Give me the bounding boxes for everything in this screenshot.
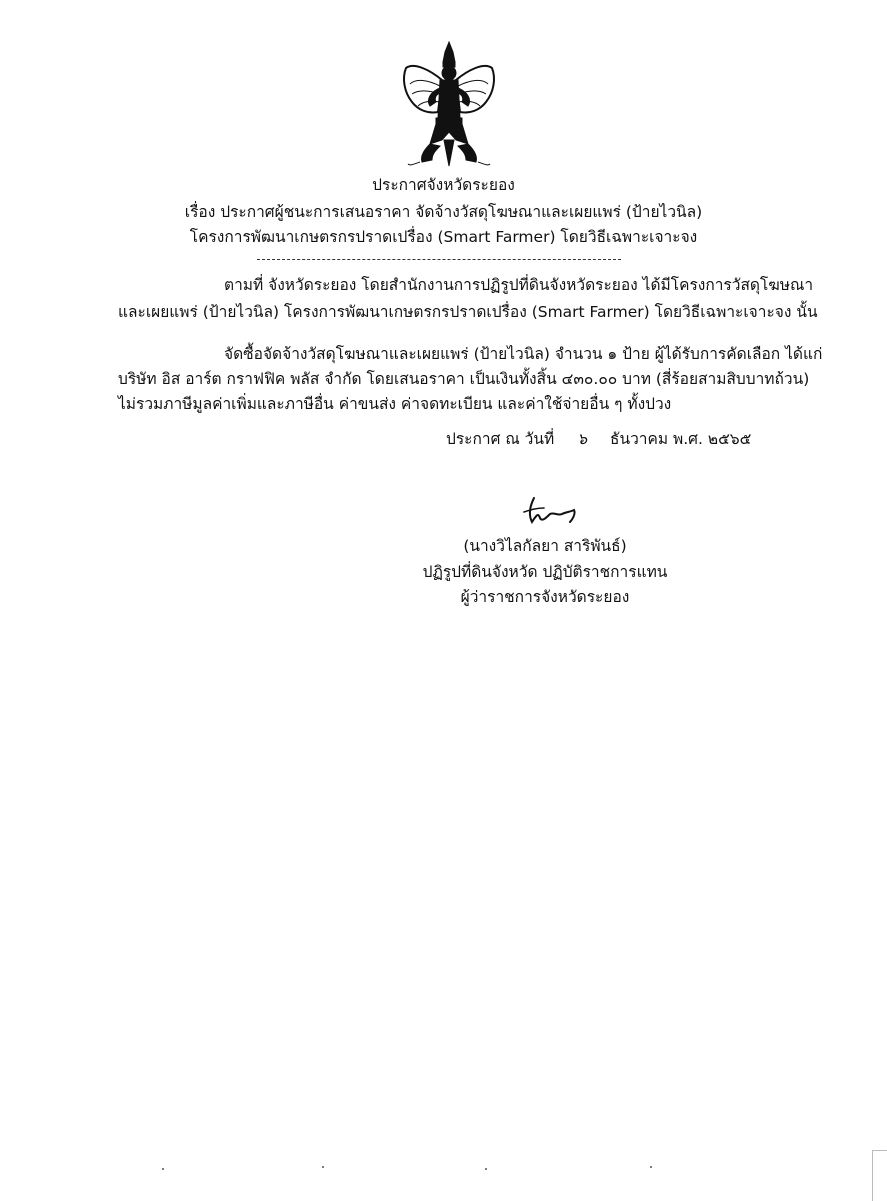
- scan-speck: [650, 1166, 652, 1168]
- scan-speck: [322, 1166, 324, 1168]
- document-title: ประกาศจังหวัดระยอง: [372, 176, 515, 194]
- document-subject: เรื่อง ประกาศผู้ชนะการเสนอราคา จัดจ้างวัสดุโฆษณาและเผยแพร่ (ป้ายไวนิล): [184, 203, 703, 221]
- date-day: ๖: [577, 430, 588, 448]
- paragraph-2-line-1: จัดซื้อจัดจ้างวัสดุโฆษณาและเผยแพร่ (ป้ายไวนิล) จำนวน ๑ ป้าย ผู้ได้รับการคัดเลือก ได้แก่: [224, 345, 823, 363]
- signer-position-1: ปฏิรูปที่ดินจังหวัด ปฏิบัติราชการแทน: [422, 563, 668, 581]
- handwritten-signature: [510, 492, 590, 532]
- scan-speck: [162, 1168, 164, 1170]
- paragraph-1-line-1: ตามที่ จังหวัดระยอง โดยสำนักงานการปฏิรูปที่ดินจังหวัดระยอง ได้มีโครงการวัสดุโฆษณา: [224, 276, 814, 294]
- announcement-date: [446, 428, 751, 450]
- signer-position-2: ผู้ว่าราชการจังหวัดระยอง: [460, 588, 630, 606]
- date-prefix: ประกาศ ณ วันที่: [446, 430, 555, 448]
- page-edge-shadow: [872, 1150, 887, 1201]
- signer-name: (นางวิไลกัลยา สาริพันธ์): [463, 537, 627, 555]
- paragraph-2-line-2: บริษัท อิส อาร์ต กราฟฟิค พลัส จำกัด โดยเสนอราคา เป็นเงินทั้งสิ้น ๔๓๐.๐๐ บาท (สี่ร้อยสามสิบบาทถ้วน): [118, 370, 810, 388]
- garuda-emblem-icon: [400, 40, 498, 168]
- paragraph-1-line-2: และเผยแพร่ (ป้ายไวนิล) โครงการพัฒนาเกษตรกรปราดเปรื่อง (Smart Farmer) โดยวิธีเฉพาะเจาะจง นั้น: [118, 303, 818, 321]
- separator-line: [257, 259, 621, 260]
- date-month-year: ธันวาคม พ.ศ. ๒๕๖๕: [610, 430, 752, 448]
- project-name: โครงการพัฒนาเกษตรกรปราดเปรื่อง (Smart Farmer) โดยวิธีเฉพาะเจาะจง: [189, 228, 698, 246]
- paragraph-2-line-3: ไม่รวมภาษีมูลค่าเพิ่มและภาษีอื่น ค่าขนส่ง ค่าจดทะเบียน และค่าใช้จ่ายอื่น ๆ ทั้งปวง: [118, 395, 672, 413]
- scan-speck: [485, 1168, 487, 1170]
